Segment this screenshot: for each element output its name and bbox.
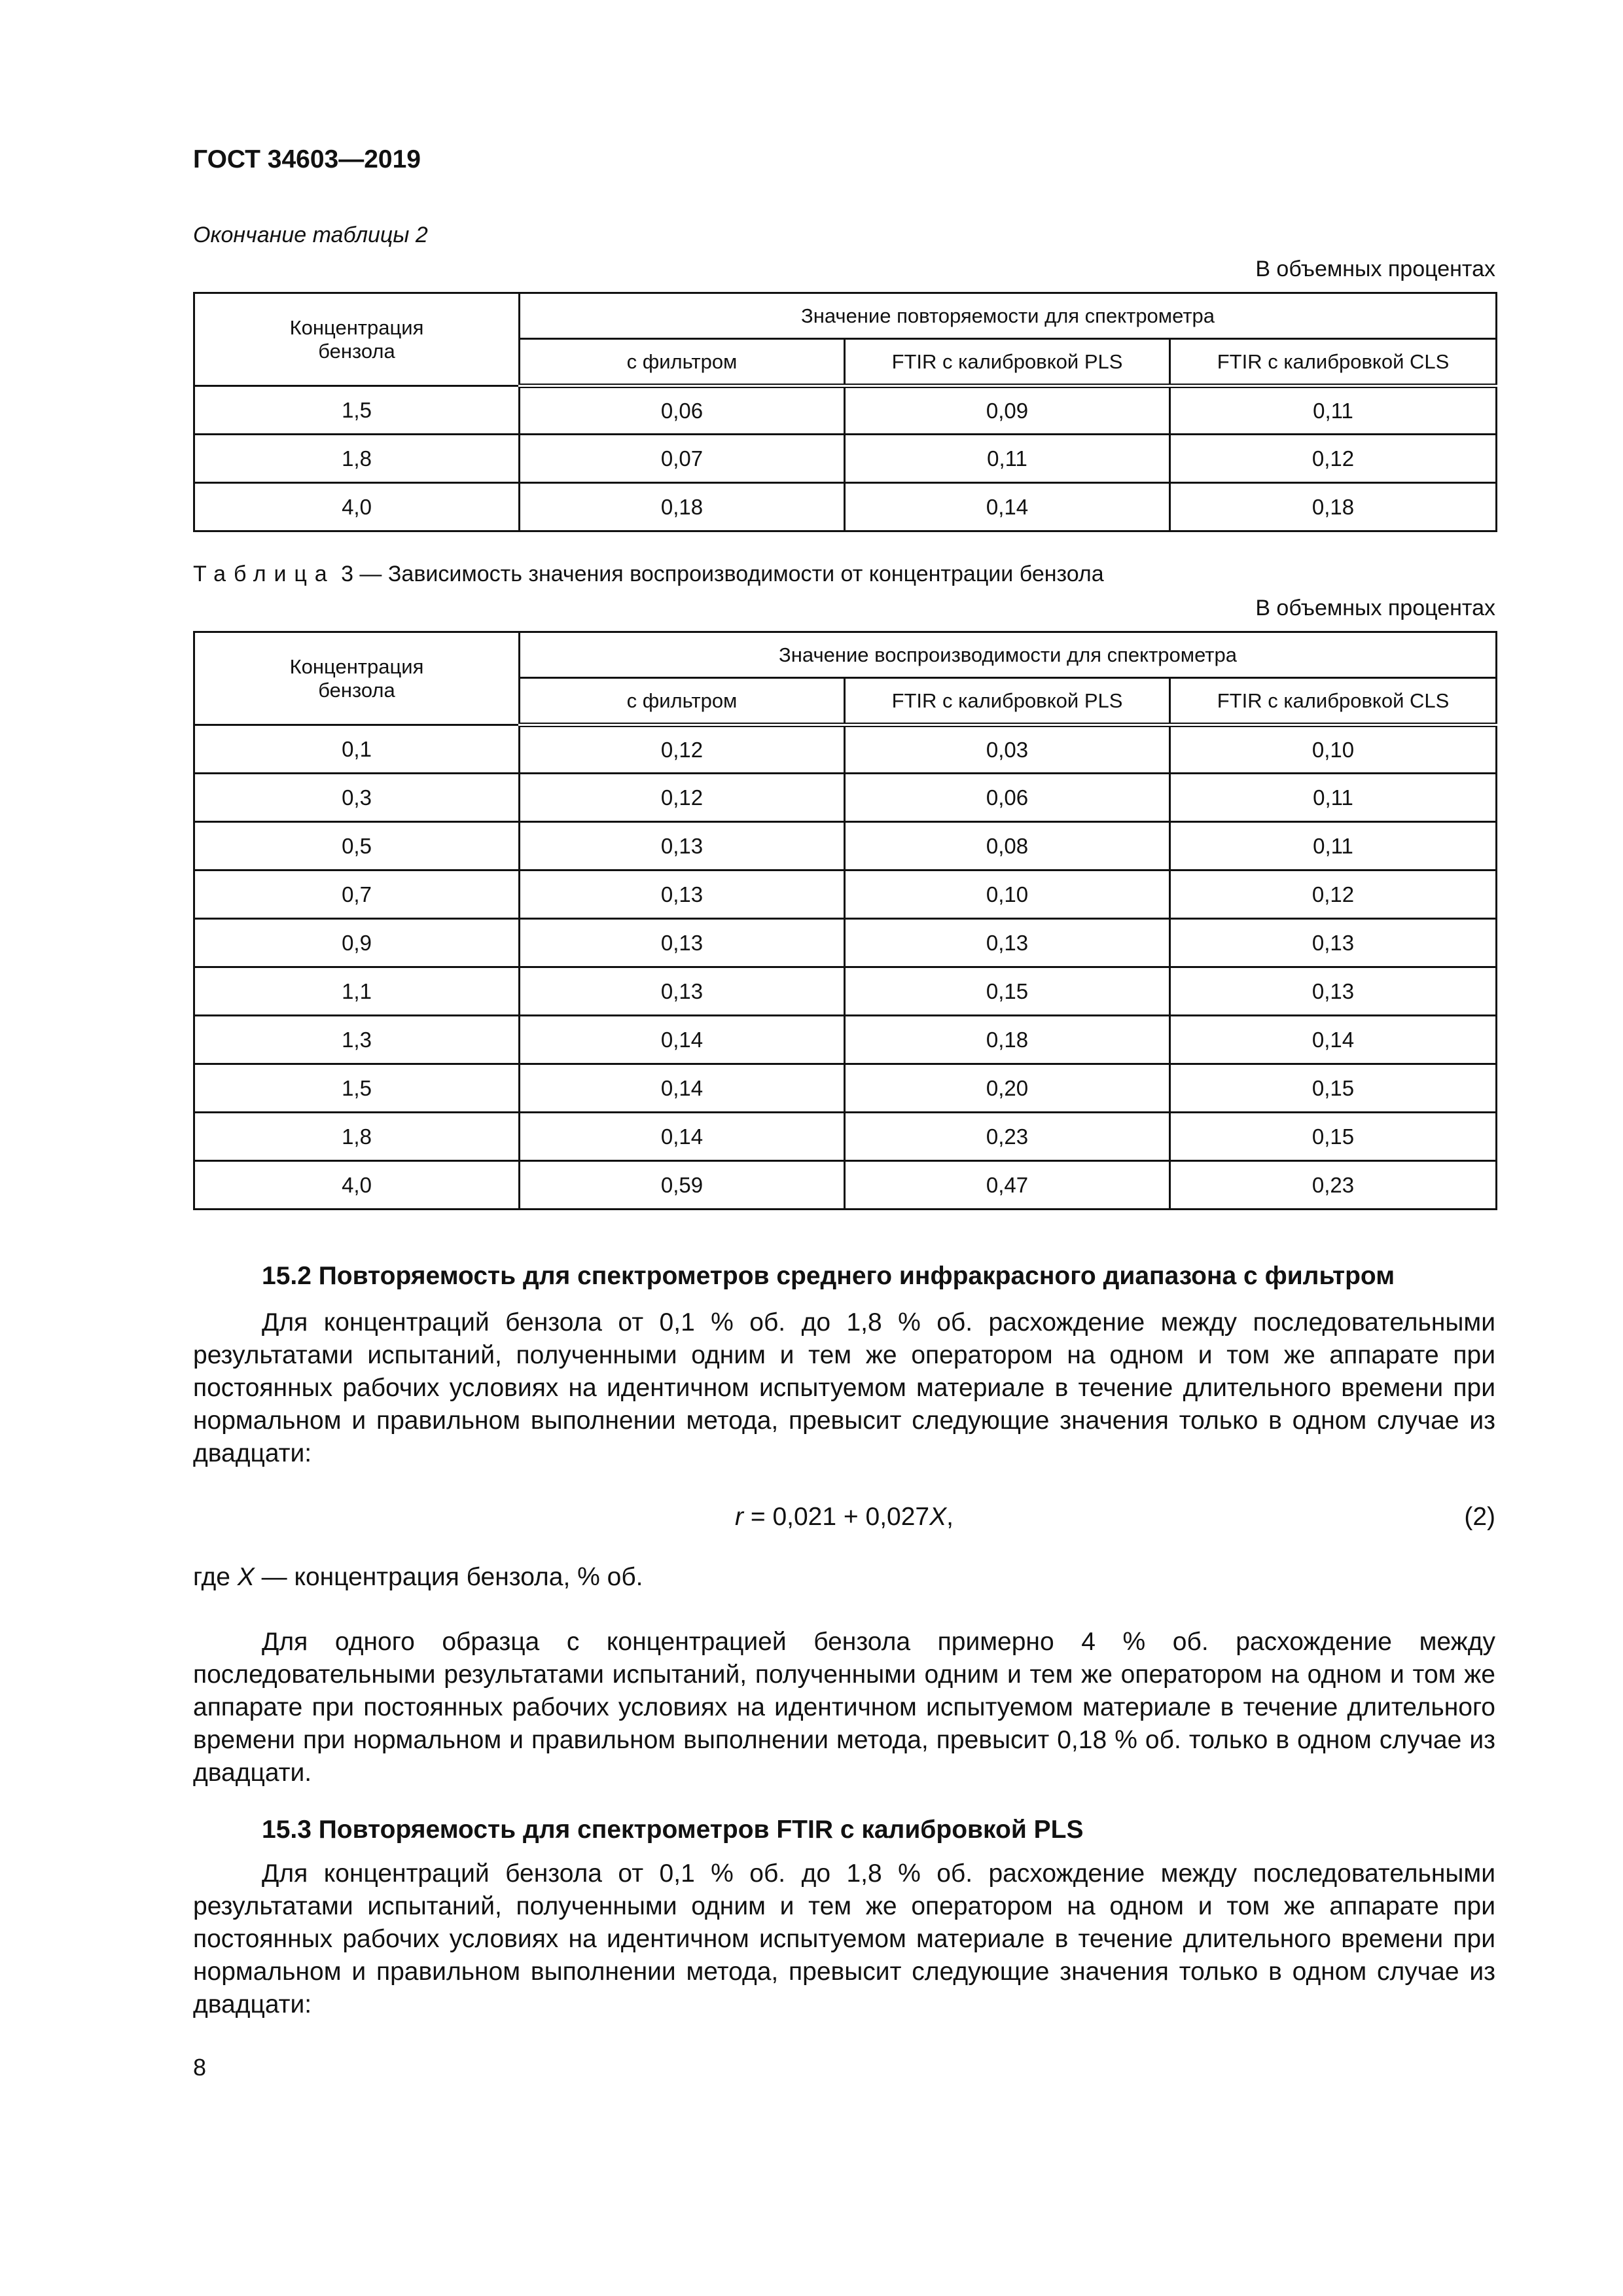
table-row: [194, 725, 1497, 774]
table-cell: 0,07: [520, 435, 845, 483]
table-3-units: В объемных процентах: [1255, 596, 1495, 620]
table-row: [194, 1016, 1497, 1064]
section-15-2-paragraph-1: Для концентраций бензола от 0,1 % об. до 1,8 % об. расхождение между последовательными результатами испытаний, полученными одним и тем же оператором на одном и том же аппарате при постоянных рабочих условиях на идентичном испытуемом материале в течение длительного времени при нормальном и правильном выполнении метода, превысит следующие значения только в одном случае из двадцати:: [193, 1308, 1495, 1467]
table-cell: 0,15: [845, 967, 1170, 1016]
table-cell: 0,9: [194, 919, 520, 967]
section-15-3-heading: 15.3 Повторяемость для спектрометров FTIR с калибровкой PLS: [262, 1816, 1084, 1844]
table-cell: 0,13: [1170, 967, 1497, 1016]
sub-header-ftir-cls: FTIR с калибровкой CLS: [1170, 339, 1497, 386]
table-cell: 0,14: [520, 1113, 845, 1161]
table-2-continuation: [193, 292, 1497, 532]
table-cell: 0,13: [520, 822, 845, 870]
table-cell: 0,06: [845, 774, 1170, 822]
group-header-reproducibility: Значение воспроизводимости для спектрометра: [520, 632, 1497, 678]
table-cell: 0,12: [520, 774, 845, 822]
formula-expression: [193, 1503, 1495, 1532]
table-cell: 0,12: [520, 725, 845, 774]
table-row: [194, 435, 1497, 483]
table-cell: 0,18: [520, 483, 845, 531]
table-cell: 0,20: [845, 1064, 1170, 1113]
table-cell: 0,12: [1170, 870, 1497, 919]
sub-header-filter: с фильтром: [520, 678, 845, 725]
table-row: [194, 386, 1497, 435]
table-cell: 0,13: [520, 870, 845, 919]
table-cell: 0,03: [845, 725, 1170, 774]
section-15-2-paragraph-2: Для одного образца с концентрацией бензола примерно 4 % об. расхождение между последовательными результатами испытаний, полученными одним и тем же оператором на одном и том же аппарате при постоянных рабочих условиях на идентичном испытуемом материале в течение длительного времени при нормальном и правильном выполнении метода, превысит 0,18 % об. только в одном случае из двадцати.: [193, 1628, 1495, 1787]
table-3: [193, 631, 1497, 1210]
table-cell: 0,14: [520, 1064, 845, 1113]
group-header-repeatability: Значение повторяемости для спектрометра: [520, 293, 1497, 339]
table-cell: 0,11: [1170, 386, 1497, 435]
formula-variable-x: X: [929, 1503, 947, 1531]
table-cell: 0,15: [1170, 1064, 1497, 1113]
table-cell: 4,0: [194, 483, 520, 531]
table-cell: 0,59: [520, 1161, 845, 1210]
table-cell: 1,8: [194, 435, 520, 483]
table-cell: 0,08: [845, 822, 1170, 870]
section-15-3-paragraph-1: Для концентраций бензола от 0,1 % об. до 1,8 % об. расхождение между последовательными результатами испытаний, полученными одним и тем же оператором на одном и том же аппарате при постоянных рабочих условиях на идентичном испытуемом материале в течение длительного времени при нормальном и правильном выполнении метода, превысит следующие значения только в одном случае из двадцати:: [193, 1859, 1495, 2018]
table-cell: 0,18: [1170, 483, 1497, 531]
table-cell: 4,0: [194, 1161, 520, 1210]
table-cell: 0,11: [845, 435, 1170, 483]
table-cell: 0,47: [845, 1161, 1170, 1210]
table-cell: 0,23: [1170, 1161, 1497, 1210]
table-cell: 0,13: [845, 919, 1170, 967]
formula-variable-r: r: [735, 1503, 744, 1531]
table-row: [194, 822, 1497, 870]
table-row: [194, 870, 1497, 919]
table-cell: 0,14: [1170, 1016, 1497, 1064]
table-cell: 0,13: [520, 967, 845, 1016]
table-cell: 0,10: [845, 870, 1170, 919]
where-variable: X: [237, 1563, 255, 1591]
where-prefix: где: [193, 1563, 238, 1591]
table-cell: 1,1: [194, 967, 520, 1016]
table-cell: 1,3: [194, 1016, 520, 1064]
formula-number: (2): [1464, 1503, 1495, 1531]
column-header-concentration: Концентрация бензола: [194, 632, 520, 725]
table-cell: 1,5: [194, 386, 520, 435]
table-cell: 0,13: [1170, 919, 1497, 967]
table-cell: 0,18: [845, 1016, 1170, 1064]
column-header-concentration: Концентрация бензола: [194, 293, 520, 386]
table-row: [194, 1113, 1497, 1161]
table-cell: 0,06: [520, 386, 845, 435]
table-2-continuation-label: Окончание таблицы 2: [193, 223, 428, 247]
sub-header-filter: с фильтром: [520, 339, 845, 386]
table-cell: 0,13: [520, 919, 845, 967]
table-cell: 0,11: [1170, 822, 1497, 870]
table-3-caption-prefix: Таблица: [193, 562, 335, 586]
table-cell: 0,7: [194, 870, 520, 919]
table-cell: 1,8: [194, 1113, 520, 1161]
table-cell: 0,3: [194, 774, 520, 822]
table-row: [194, 919, 1497, 967]
table-cell: 0,11: [1170, 774, 1497, 822]
document-page: [193, 0, 1495, 2296]
where-text: — концентрация бензола, % об.: [254, 1563, 643, 1591]
page-number: 8: [193, 2054, 207, 2081]
table-cell: 0,12: [1170, 435, 1497, 483]
table-row: [194, 1161, 1497, 1210]
document-id: ГОСТ 34603—2019: [193, 145, 421, 173]
table-cell: 0,14: [520, 1016, 845, 1064]
table-row: [194, 967, 1497, 1016]
table-cell: 0,09: [845, 386, 1170, 435]
section-15-2-heading: 15.2 Повторяемость для спектрометров среднего инфракрасного диапазона с фильтром: [262, 1262, 1395, 1290]
table-2-units: В объемных процентах: [1255, 257, 1495, 281]
table-cell: 0,1: [194, 725, 520, 774]
table-cell: 0,5: [194, 822, 520, 870]
table-cell: 0,10: [1170, 725, 1497, 774]
table-row: [194, 483, 1497, 531]
table-cell: 0,23: [845, 1113, 1170, 1161]
formula-where-clause: [193, 1563, 643, 1592]
table-cell: 0,14: [845, 483, 1170, 531]
table-row: [194, 1064, 1497, 1113]
table-cell: 0,15: [1170, 1113, 1497, 1161]
table-cell: 1,5: [194, 1064, 520, 1113]
sub-header-ftir-cls: FTIR с калибровкой CLS: [1170, 678, 1497, 725]
formula-body: = 0,021 + 0,027: [743, 1503, 930, 1531]
formula-end: ,: [946, 1503, 954, 1531]
table-3-caption-title: 3 — Зависимость значения воспроизводимости от концентрации бензола: [334, 562, 1104, 586]
sub-header-ftir-pls: FTIR с калибровкой PLS: [845, 339, 1170, 386]
table-3-caption: [193, 562, 1104, 587]
table-row: [194, 774, 1497, 822]
sub-header-ftir-pls: FTIR с калибровкой PLS: [845, 678, 1170, 725]
